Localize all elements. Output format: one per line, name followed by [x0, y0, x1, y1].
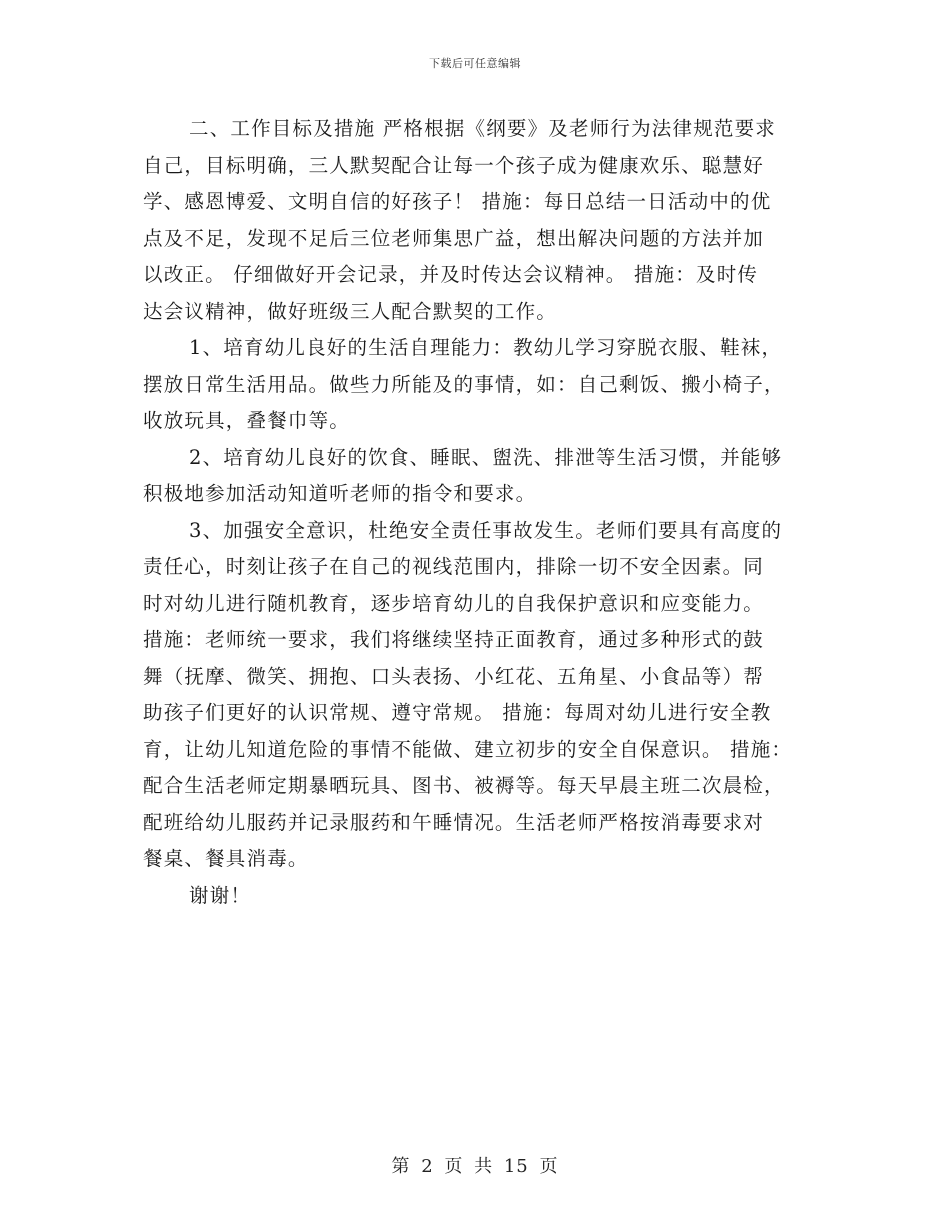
- paragraph-line: 3、加强安全意识，杜绝安全责任事故发生。老师们要具有高度的: [189, 518, 783, 542]
- paragraph-line: 以改正。 仔细做好开会记录，并及时传达会议精神。 措施：及时传: [143, 263, 759, 286]
- paragraph-line: 育，让幼儿知道危险的事情不能做、建立初步的安全自保意识。 措施：: [143, 737, 793, 761]
- page-header: 下载后可任意编辑: [429, 57, 521, 70]
- page-number-footer: 第 2 页 共 15 页: [391, 1156, 559, 1177]
- document-body: [143, 113, 815, 916]
- paragraph-line: 摆放日常生活用品。做些力所能及的事情，如：自己剩饭、搬小椅子，: [143, 372, 785, 396]
- paragraph-line: 学、感恩博爱、文明自信的好孩子！ 措施：每日总结一日活动中的优: [143, 190, 772, 213]
- paragraph-line: 收放玩具，叠餐巾等。: [143, 409, 351, 432]
- paragraph-line: 责任心，时刻让孩子在自己的视线范围内，排除一切不安全因素。同: [143, 555, 765, 578]
- paragraph-line: 配合生活老师定期暴晒玩具、图书、被褥等。每天早晨主班二次晨检，: [143, 774, 785, 797]
- paragraph-line: 自己，目标明确，三人默契配合让每一个孩子成为健康欢乐、聪慧好: [143, 153, 765, 177]
- paragraph-line: 助孩子们更好的认识常规、遵守常规。 措施：每周对幼儿进行安全教: [143, 701, 772, 724]
- paragraph-line: 达会议精神，做好班级三人配合默契的工作。: [143, 299, 558, 323]
- paragraph-line: 餐桌、餐具消毒。: [143, 847, 309, 870]
- paragraph-line: 二、工作目标及措施 严格根据《纲要》及老师行为法律规范要求: [189, 117, 776, 140]
- closing-line: 谢谢！: [189, 883, 252, 907]
- paragraph-line: 2、培育幼儿良好的饮食、睡眠、盥洗、排泄等生活习惯，并能够: [189, 445, 783, 469]
- paragraph-line: 措施：老师统一要求，我们将继续坚持正面教育，通过多种形式的鼓: [143, 628, 765, 651]
- paragraph-line: 积极地参加活动知道听老师的指令和要求。: [143, 482, 537, 505]
- paragraph-line: 1、培育幼儿良好的生活自理能力：教幼儿学习穿脱衣服、鞋袜，: [189, 336, 783, 359]
- paragraph-line: 时对幼儿进行随机教育，逐步培育幼儿的自我保护意识和应变能力。: [143, 591, 765, 615]
- paragraph-line: 配班给幼儿服药并记录服药和午睡情况。生活老师严格按消毒要求对: [143, 810, 765, 834]
- paragraph-line: 舞（抚摩、微笑、拥抱、口头表扬、小红花、五角星、小食品等）帮: [143, 664, 765, 688]
- paragraph-line: 点及不足，发现不足后三位老师集思广益，想出解决问题的方法并加: [143, 226, 765, 250]
